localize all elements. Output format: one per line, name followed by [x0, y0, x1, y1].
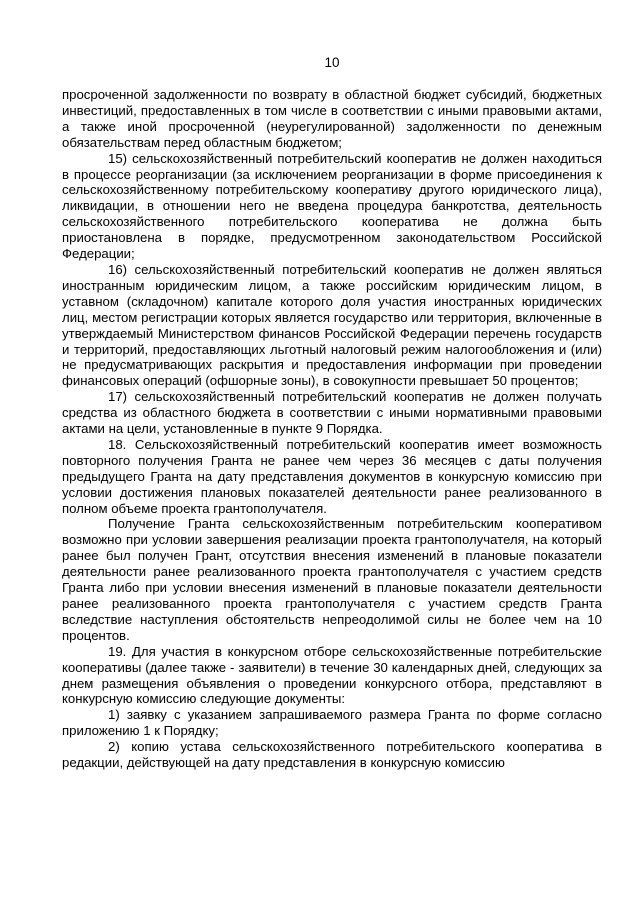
paragraph-item-17: 17) сельскохозяйственный потребительский кооператив не должен получать средства из областного бюджета в соответствии с иными нормативными правовыми актами на цели, установленные в пункте 9 Порядка. — [62, 389, 602, 437]
page-number: 10 — [324, 55, 340, 70]
paragraph-item-15: 15) сельскохозяйственный потребительский кооператив не должен находиться в процессе реорганизации (за исключением реорганизации в форме присоединения к сельскохозяйственному потребительскому кооперативу другого юридического лица), ликвидации, в отношении него не введена процедура банкротства, деятельность сельскохозяйственного потребительского кооператива не должна быть приостановлена в порядке, предусмотренном законодательством Российской Федерации; — [62, 150, 602, 262]
paragraph-clause-18-continued: Получение Гранта сельскохозяйственным потребительским кооперативом возможно при условии завершения реализации проекта грантополучателя, на который ранее был получен Грант, отсутствия внесения изменений в плановые показатели деятельности ранее реализованного проекта грантополучателя с участием средств Гранта либо при условии внесения изменений в плановые показатели деятельности ранее реализованного проекта грантополучателя с участием средств Гранта вследствие наступления обстоятельств непреодолимой силы не более чем на 10 процентов. — [62, 516, 602, 643]
paragraph-item-16: 16) сельскохозяйственный потребительский кооператив не должен являться иностранным юридическим лицом, а также российским юридическим лицом, в уставном (складочном) капитале которого доля участия иностранных юридических лиц, местом регистрации которых является государство или территория, включенные в утверждаемый Министерством финансов Российской Федерации перечень государств и территорий, предоставляющих льготный налоговый режим налогообложения и (или) не предусматривающих раскрытия и предоставления информации при проведении финансовых операций (офшорные зоны), в совокупности превышает 50 процентов; — [62, 261, 602, 389]
paragraph-clause-19: 19. Для участия в конкурсном отборе сельскохозяйственные потребительские кооперативы (далее также - заявители) в течение 30 календарных дней, следующих за днем размещения объявления о проведении конкурсного отбора, представляют в конкурсную комиссию следующие документы: — [62, 643, 602, 707]
paragraph-continuation: просроченной задолженности по возврату в областной бюджет субсидий, бюджетных инвестиций, предоставленных в том числе в соответствии с иными правовыми актами, а также иной просроченной (неурегулированной) задолженности по денежным обязательствам перед областным бюджетом; — [62, 87, 602, 150]
paragraph-document-2: 2) копию устава сельскохозяйственного потребительского кооператива в редакции, действующей на дату представления в конкурсную комиссию — [62, 739, 602, 771]
document-body — [62, 87, 602, 771]
paragraph-clause-18: 18. Сельскохозяйственный потребительский кооператив имеет возможность повторного получения Гранта не ранее чем через 36 месяцев с даты получения предыдущего Гранта на дату представления документов в конкурсную комиссию при условии достижения плановых показателей деятельности ранее реализованного в полном объеме проекта грантополучателя. — [62, 436, 602, 516]
paragraph-document-1: 1) заявку с указанием запрашиваемого размера Гранта по форме согласно приложению 1 к Порядку; — [62, 707, 602, 739]
